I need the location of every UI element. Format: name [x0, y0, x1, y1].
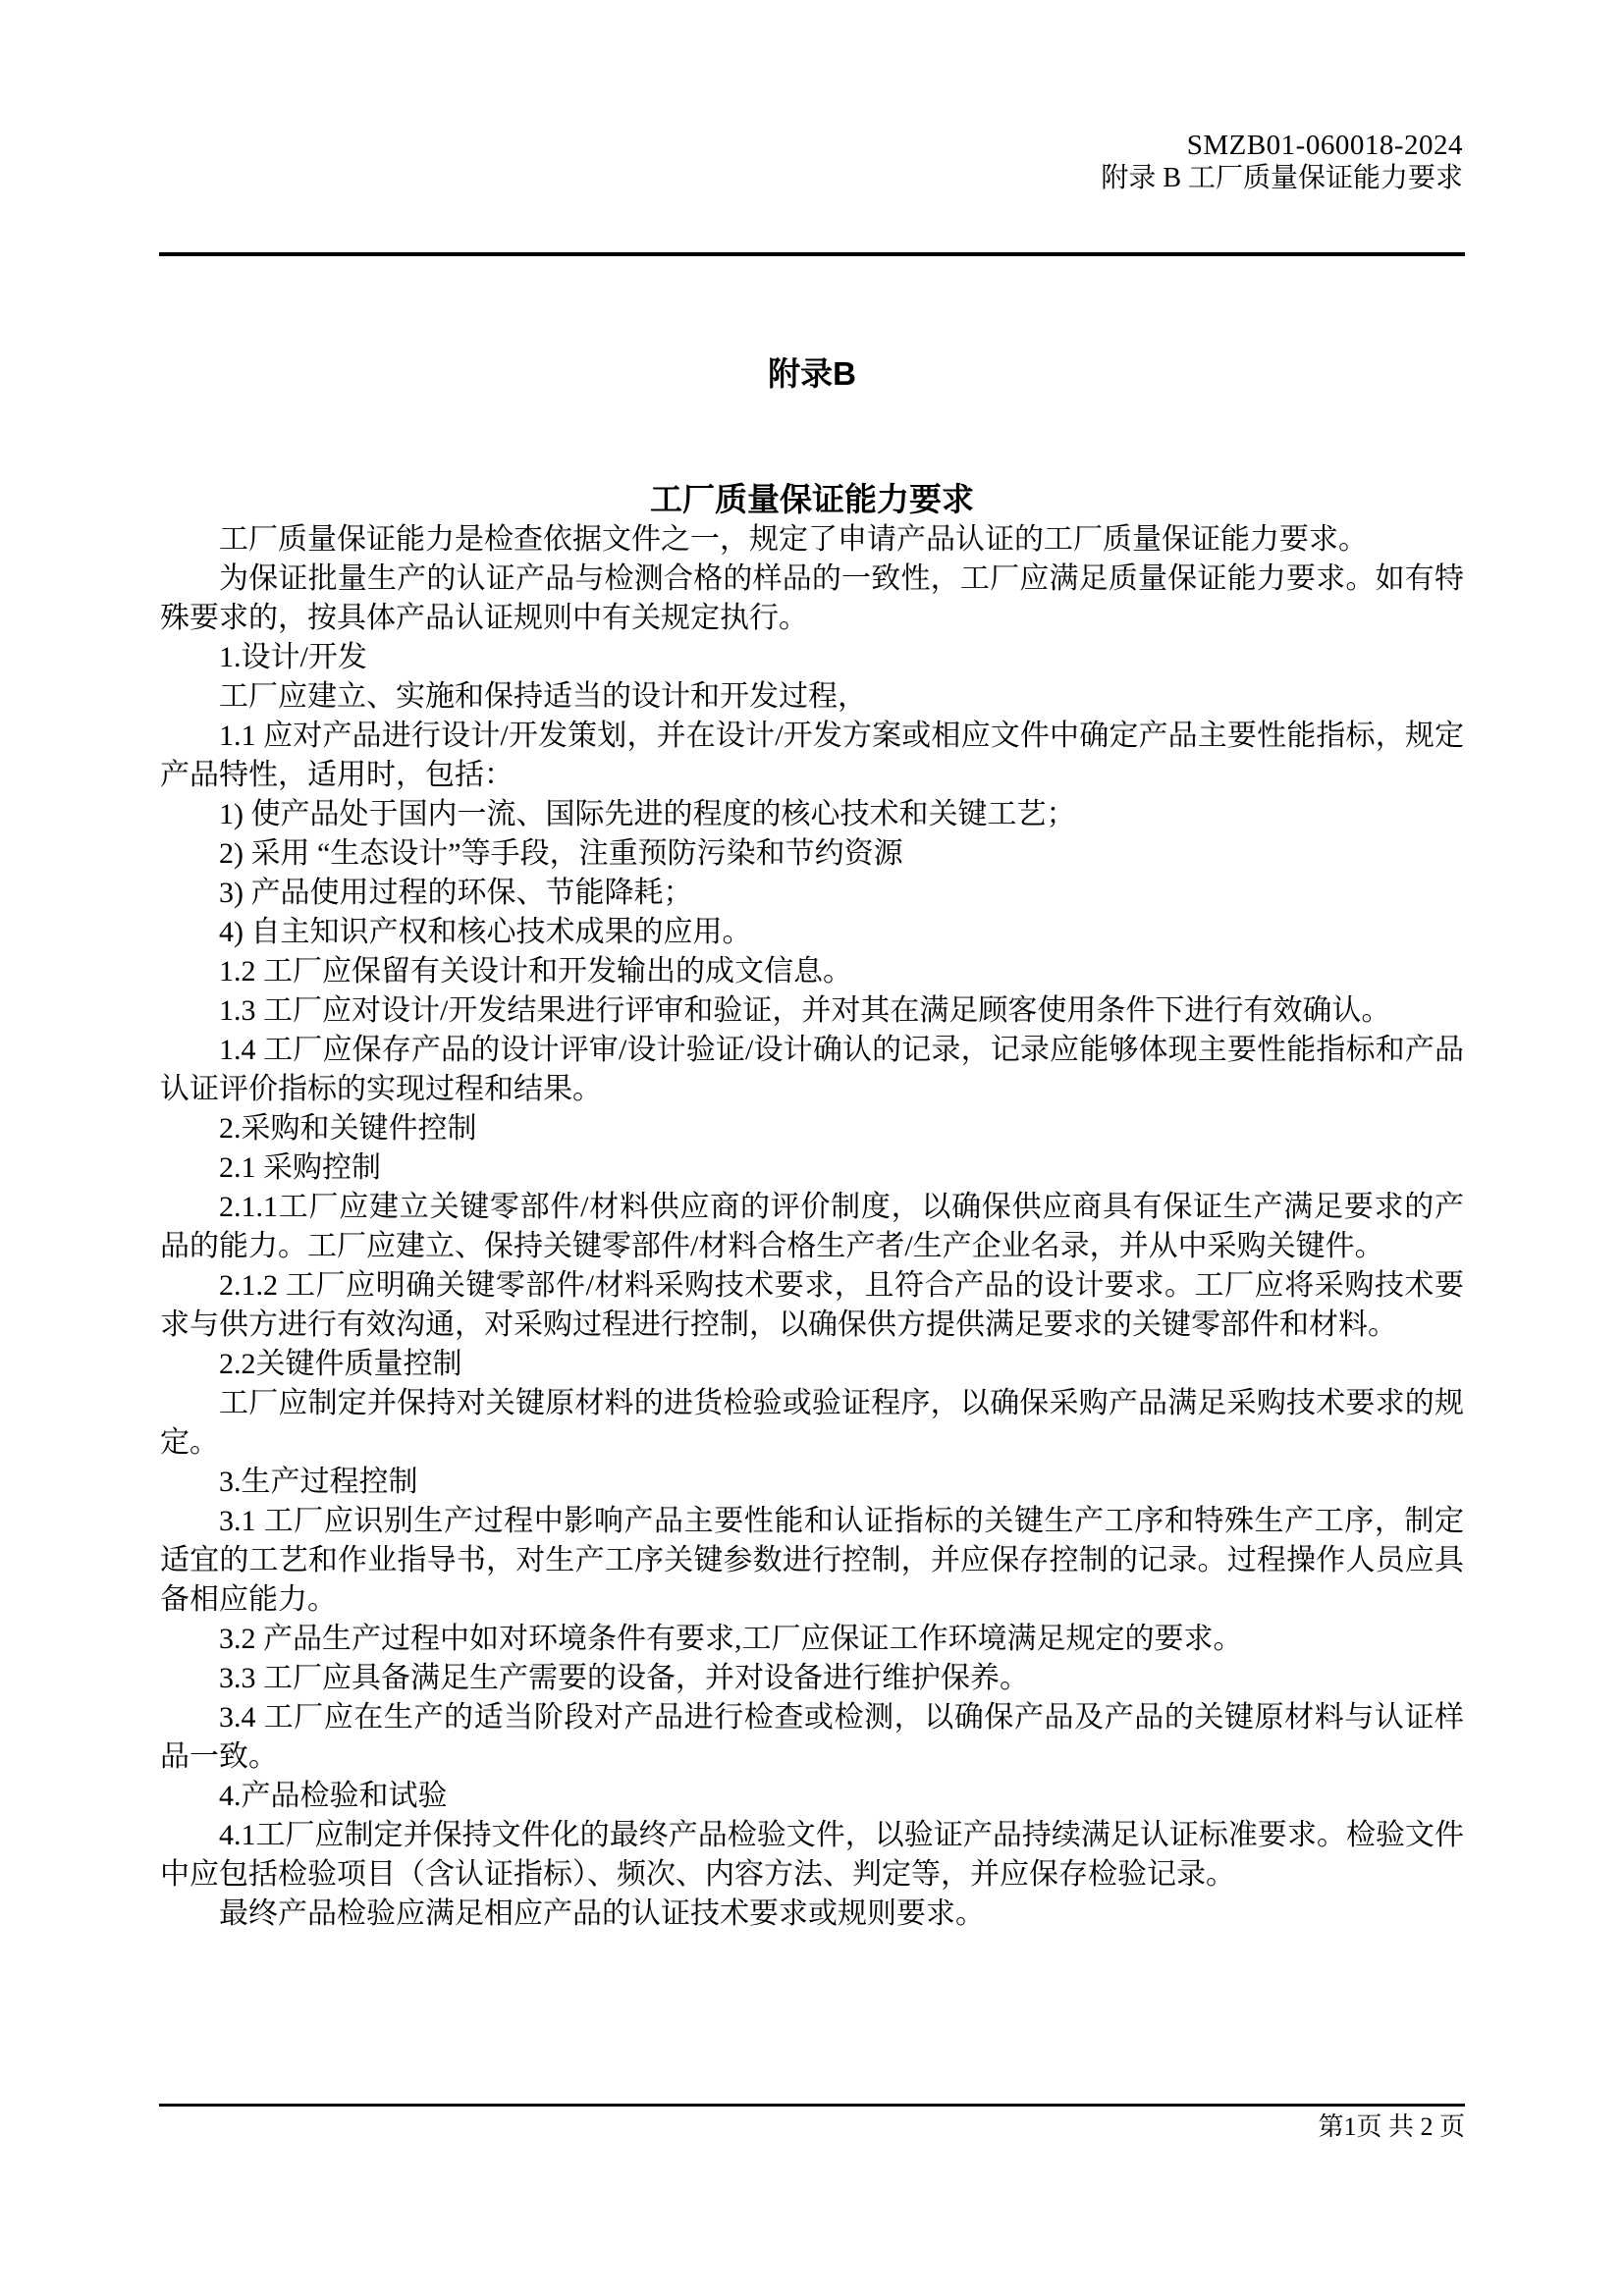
page-header [159, 0, 1465, 256]
paragraph: 1.3 工厂应对设计/开发结果进行评审和验证，并对其在满足顾客使用条件下进行有效确认。 [219, 994, 1391, 1027]
paragraph: 3.1 工厂应识别生产过程中影响产品主要性能和认证指标的关键生产工序和特殊生产工序，制定适宜的工艺和作业指导书，对生产工序关键参数进行控制，并应保存控制的记录。过程操作人员应具备相应能力。 [160, 1505, 1464, 1616]
paragraph: 2.1 采购控制 [219, 1151, 381, 1184]
paragraph: 3) 产品使用过程的环保、节能降耗； [219, 877, 693, 909]
document-subject: 附录 B 工厂质量保证能力要求 [1101, 163, 1463, 193]
paragraph: 3.生产过程控制 [219, 1466, 418, 1498]
paragraph: 3.3 工厂应具备满足生产需要的设备，并对设备进行维护保养。 [219, 1662, 1029, 1694]
paragraph: 4.产品检验和试验 [219, 1780, 448, 1812]
paragraph: 工厂应建立、实施和保持适当的设计和开发过程， [219, 680, 867, 713]
page-footer [159, 2104, 1465, 2143]
paragraph: 1.1 应对产品进行设计/开发策划，并在设计/开发方案或相应文件中确定产品主要性能指标，规定产品特性，适用时，包括： [160, 720, 1464, 791]
paragraph: 3.2 产品生产过程中如对环境条件有要求,工厂应保证工作环境满足规定的要求。 [219, 1623, 1243, 1655]
paragraph: 为保证批量生产的认证产品与检测合格的样品的一致性，工厂应满足质量保证能力要求。如有特殊要求的，按具体产品认证规则中有关规定执行。 [160, 562, 1464, 634]
page-indicator: 第1页 共 2 页 [1318, 2112, 1465, 2141]
paragraph: 2.2关键件质量控制 [219, 1348, 462, 1380]
paragraph: 1.2 工厂应保留有关设计和开发输出的成文信息。 [219, 955, 852, 988]
paragraph: 1.设计/开发 [219, 641, 367, 673]
paragraph: 最终产品检验应满足相应产品的认证技术要求或规则要求。 [219, 1897, 985, 1930]
section-title: 工厂质量保证能力要求 [650, 481, 974, 517]
paragraph: 工厂质量保证能力是检查依据文件之一，规定了申请产品认证的工厂质量保证能力要求。 [219, 523, 1368, 556]
paragraph: 工厂应制定并保持对关键原材料的进货检验或验证程序，以确保采购产品满足采购技术要求的规定。 [160, 1387, 1464, 1459]
paragraph: 3.4 工厂应在生产的适当阶段对产品进行检查或检测，以确保产品及产品的关键原材料与认证样品一致。 [160, 1701, 1464, 1773]
paragraph: 2) 采用 “生态设计”等手段，注重预防污染和节约资源 [219, 837, 903, 870]
paragraph: 4) 自主知识产权和核心技术成果的应用。 [219, 916, 752, 948]
paragraph: 2.1.2 工厂应明确关键零部件/材料采购技术要求，且符合产品的设计要求。工厂应将采购技术要求与供方进行有效沟通，对采购过程进行控制，以确保供方提供满足要求的关键零部件和材料。 [160, 1269, 1464, 1341]
page-header-text [1101, 129, 1463, 195]
appendix-title: 附录B [768, 355, 856, 392]
paragraph: 2.1.1工厂应建立关键零部件/材料供应商的评价制度，以确保供应商具有保证生产满足要求的产品的能力。工厂应建立、保持关键零部件/材料合格生产者/生产企业名录，并从中采购关键件。 [160, 1191, 1464, 1262]
paragraph: 2.采购和关键件控制 [219, 1112, 477, 1145]
document-number: SMZB01-060018-2024 [1186, 130, 1463, 161]
document-body [160, 520, 1464, 1934]
paragraph: 4.1工厂应制定并保持文件化的最终产品检验文件，以验证产品持续满足认证标准要求。检验文件中应包括检验项目（含认证指标）、频次、内容方法、判定等，并应保存检验记录。 [160, 1819, 1464, 1891]
paragraph: 1) 使产品处于国内一流、国际先进的程度的核心技术和关键工艺； [219, 798, 1076, 830]
paragraph: 1.4 工厂应保存产品的设计评审/设计验证/设计确认的记录，记录应能够体现主要性能指标和产品认证评价指标的实现过程和结果。 [160, 1034, 1464, 1105]
